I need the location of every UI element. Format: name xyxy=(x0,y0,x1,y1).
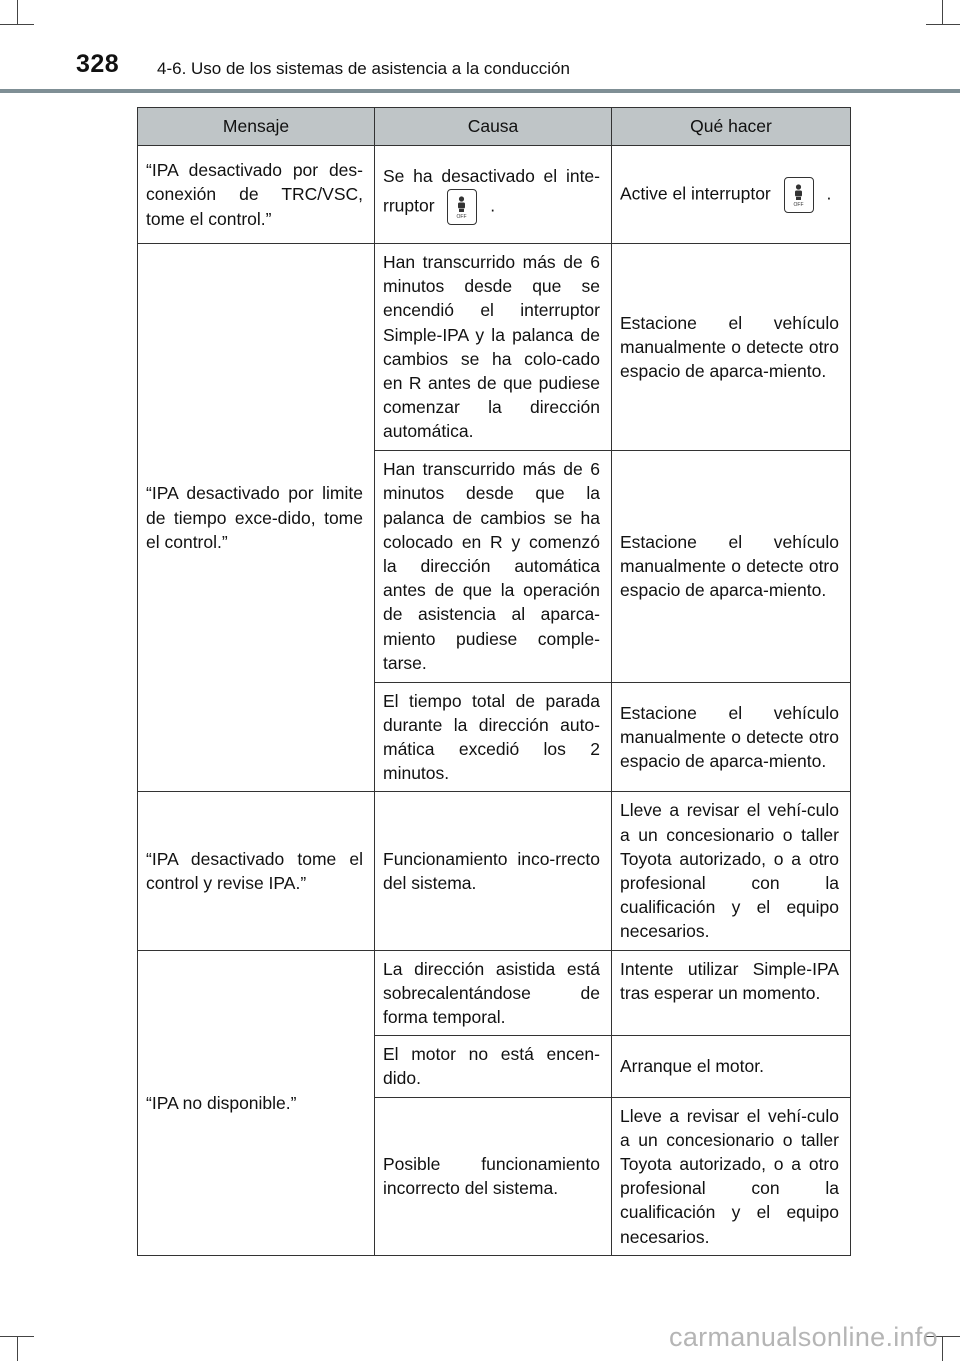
column-header-message: Mensaje xyxy=(138,108,375,146)
crop-mark xyxy=(942,1337,943,1361)
svg-text:OFF: OFF xyxy=(793,201,804,208)
table-row xyxy=(138,146,851,244)
cause-cell xyxy=(375,146,612,244)
section-title: 4-6. Uso de los sistemas de asistencia a la conducción xyxy=(157,59,570,78)
table-header-row xyxy=(138,108,851,146)
action-cell: Estacione el vehículo manualmente o detecte otro espacio de aparca-miento. xyxy=(612,244,851,451)
message-cell: “IPA desactivado tome el control y revise IPA.” xyxy=(138,792,375,950)
svg-text:OFF: OFF xyxy=(456,213,467,220)
cause-cell: El motor no está encen-dido. xyxy=(375,1036,612,1097)
action-cell xyxy=(612,146,851,244)
ipa-off-switch-icon xyxy=(784,177,814,213)
crop-mark xyxy=(17,1337,18,1361)
cause-text: Se ha desactivado el inte-rruptor xyxy=(383,166,600,216)
action-cell: Arranque el motor. xyxy=(612,1036,851,1097)
cause-cell: El tiempo total de parada durante la dirección auto-mática excedió los 2 minutos. xyxy=(375,682,612,792)
table-row xyxy=(138,950,851,1036)
action-cell: Estacione el vehículo manualmente o detecte otro espacio de aparca-miento. xyxy=(612,682,851,792)
ipa-off-switch-icon xyxy=(447,189,477,225)
table-row xyxy=(138,792,851,950)
message-cell: “IPA no disponible.” xyxy=(138,950,375,1255)
action-text-end: . xyxy=(826,183,832,204)
page-number: 328 xyxy=(76,50,120,78)
action-cell: Lleve a revisar el vehí-culo a un concesionario o taller Toyota autorizado, o a otro profesional con la cualificación y el equipo necesarios. xyxy=(612,1097,851,1255)
action-cell: Intente utilizar Simple-IPA tras esperar un momento. xyxy=(612,950,851,1036)
action-cell: Estacione el vehículo manualmente o detecte otro espacio de aparca-miento. xyxy=(612,450,851,682)
page-header xyxy=(0,0,960,94)
table-row xyxy=(138,244,851,451)
cause-cell: Han transcurrido más de 6 minutos desde que la palanca de cambios se ha colocado en R y comenzó la dirección automática antes de que la operación de asistencia al aparca-miento pudiese comple-tarse. xyxy=(375,450,612,682)
message-cell: “IPA desactivado por limite de tiempo exce-dido, tome el control.” xyxy=(138,244,375,792)
cause-text-end: . xyxy=(490,195,496,216)
action-cell: Lleve a revisar el vehí-culo a un concesionario o taller Toyota autorizado, o a otro profesional con la cualificación y el equipo necesarios. xyxy=(612,792,851,950)
cause-cell: La dirección asistida está sobrecalentándose de forma temporal. xyxy=(375,950,612,1036)
messages-table xyxy=(137,107,851,1256)
action-text: Active el interruptor xyxy=(620,183,771,204)
cause-cell: Han transcurrido más de 6 minutos desde que se encendió el interruptor Simple-IPA y la palanca de cambios se ha colo-cado en R antes de que pudiese comenzar la dirección automática. xyxy=(375,244,612,451)
cause-cell: Funcionamiento inco-rrecto del sistema. xyxy=(375,792,612,950)
column-header-cause: Causa xyxy=(375,108,612,146)
cause-cell: Posible funcionamiento incorrecto del sistema. xyxy=(375,1097,612,1255)
message-cell: “IPA desactivado por des-conexión de TRC/VSC, tome el control.” xyxy=(138,146,375,244)
watermark: carmanualsonline.info xyxy=(669,1322,938,1352)
header-rule xyxy=(0,89,960,93)
column-header-action: Qué hacer xyxy=(612,108,851,146)
